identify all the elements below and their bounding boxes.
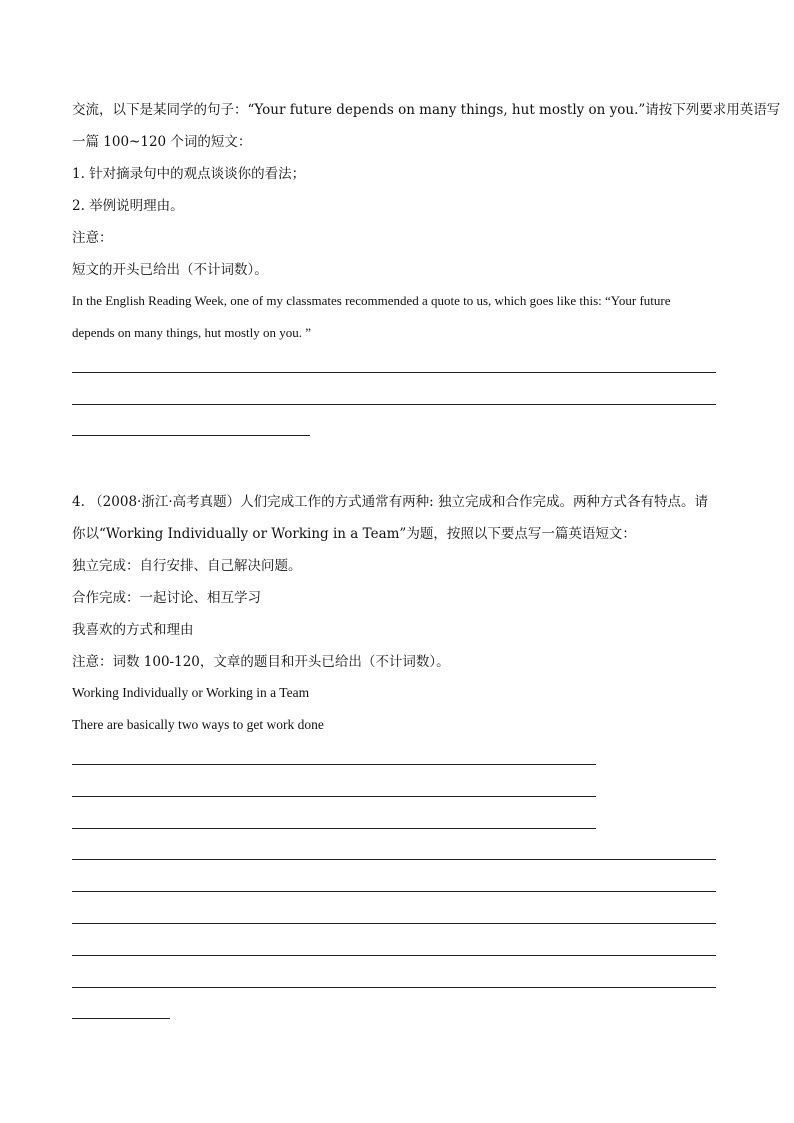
answer-line[interactable] bbox=[72, 764, 596, 765]
task4-point-2: 合作完成：一起讨论、相互学习 bbox=[72, 590, 261, 606]
task4-prompt-line1: 4. （2008·浙江·高考真题）人们完成工作的方式通常有两种: 独立完成和合作完成。两种方式各有特点。请 bbox=[72, 494, 708, 510]
task3-opening-line1: In the English Reading Week, one of my classmates recommended a quote to us, which goes like this: “Your future bbox=[72, 293, 671, 308]
task3-opening-line2: depends on many things, hut mostly on you. ” bbox=[72, 325, 312, 340]
answer-line[interactable] bbox=[72, 828, 596, 829]
answer-line[interactable] bbox=[72, 891, 716, 892]
answer-line[interactable] bbox=[72, 923, 716, 924]
task4-essay-opening: There are basically two ways to get work done bbox=[72, 717, 324, 732]
answer-line[interactable] bbox=[72, 1018, 170, 1019]
task3-note-label: 注意： bbox=[72, 230, 113, 246]
task4-note: 注意：词数 100-120，文章的题目和开头已给出（不计词数）。 bbox=[72, 654, 450, 670]
answer-line[interactable] bbox=[72, 372, 716, 373]
task3-requirement-1: 1. 针对摘录句中的观点谈谈你的看法； bbox=[72, 166, 306, 182]
task4-essay-title: Working Individually or Working in a Team bbox=[72, 685, 310, 700]
answer-line[interactable] bbox=[72, 955, 716, 956]
task4-point-1: 独立完成：自行安排、自己解决问题。 bbox=[72, 558, 302, 574]
answer-line[interactable] bbox=[72, 796, 596, 797]
answer-line[interactable] bbox=[72, 859, 716, 860]
task4-point-3: 我喜欢的方式和理由 bbox=[72, 622, 194, 638]
answer-line[interactable] bbox=[72, 404, 716, 405]
task3-intro-line2: 一篇 100~120 个词的短文： bbox=[72, 134, 252, 150]
task4-prompt-line2: 你以“Working Individually or Working in a Team”为题，按照以下要点写一篇英语短文： bbox=[72, 526, 636, 542]
task3-note: 短文的开头已给出（不计词数）。 bbox=[72, 262, 268, 278]
task3-intro-line1: 交流，以下是某同学的句子：“Your future depends on many things, hut mostly on you.”请按下列要求用英语写 bbox=[72, 102, 781, 118]
answer-line[interactable] bbox=[72, 435, 310, 436]
task3-requirement-2: 2. 举例说明理由。 bbox=[72, 198, 184, 214]
answer-line[interactable] bbox=[72, 987, 716, 988]
